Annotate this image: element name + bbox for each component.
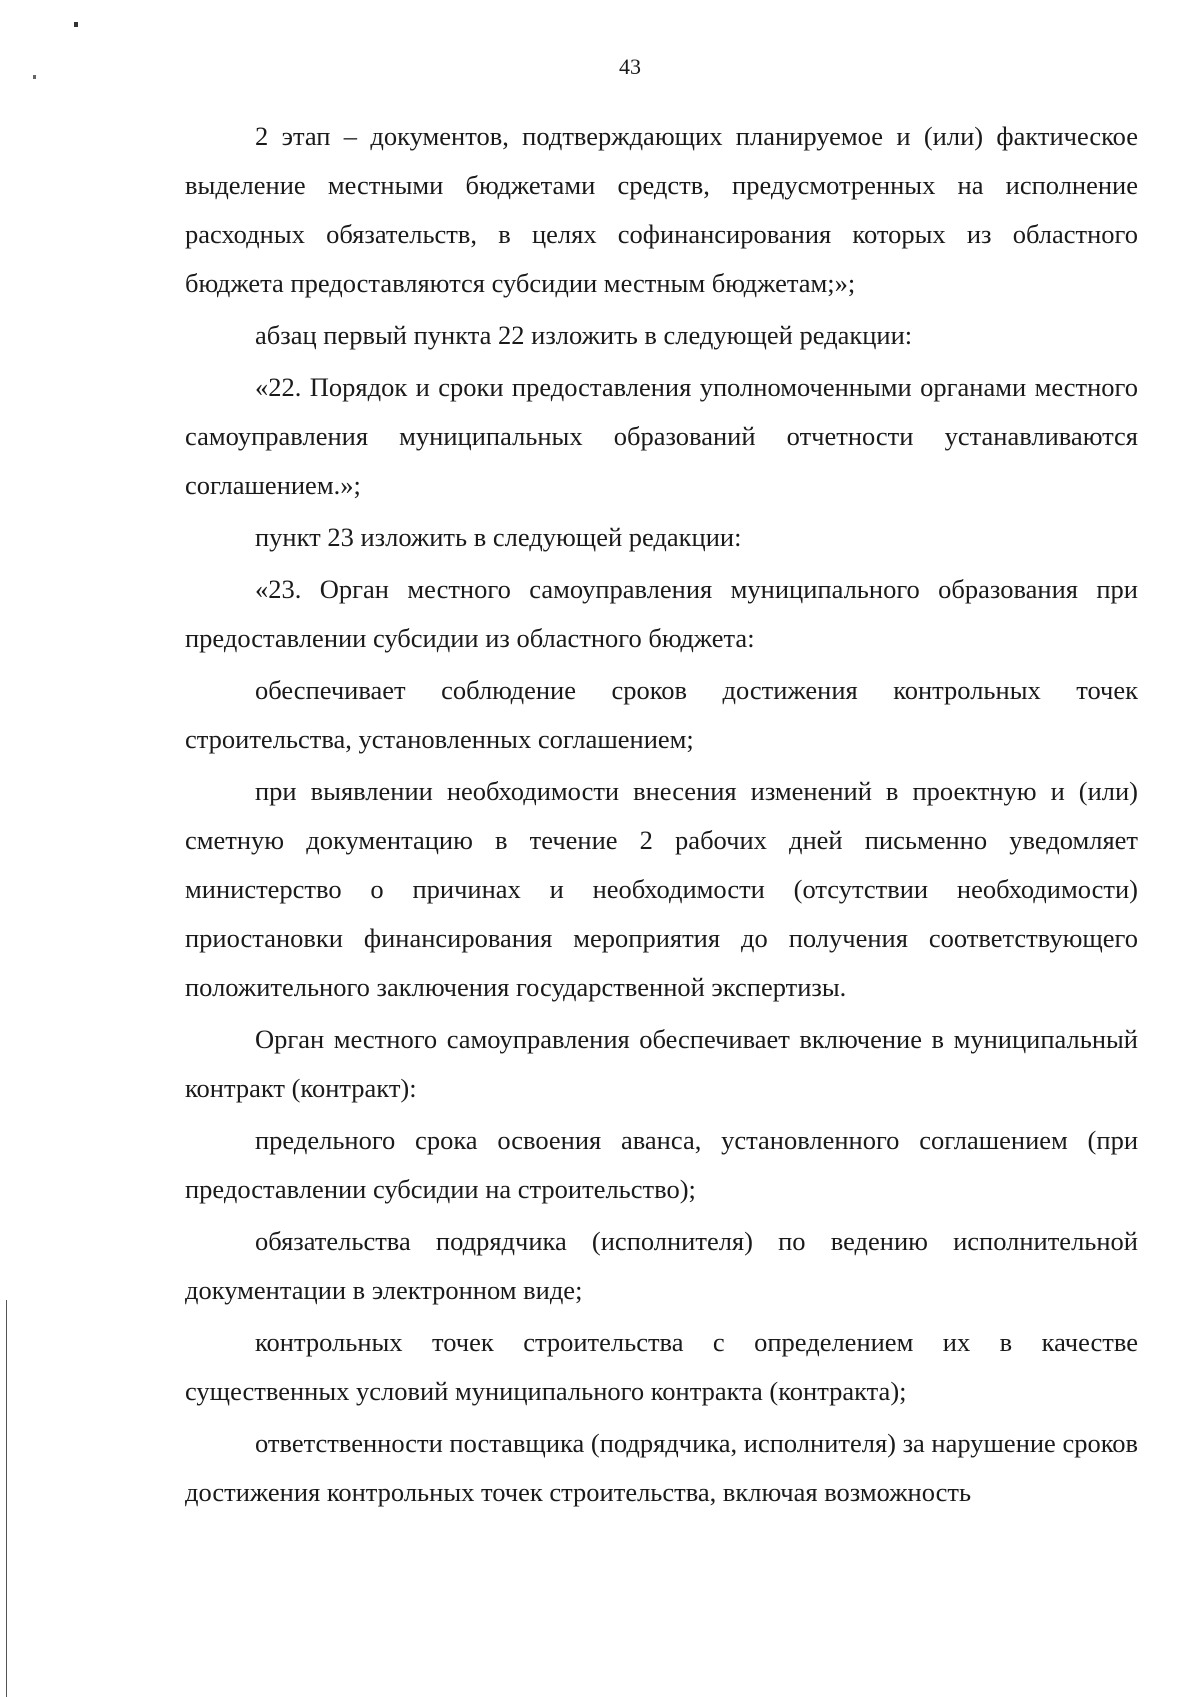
scan-speck-top [74,22,78,27]
page-number: 43 [619,54,641,79]
paragraph-12: ответственности поставщика (подрядчика, исполнителя) за нарушение сроков достижения контрольных точек строительства, включая возможность [185,1428,1139,1507]
paragraph-8: Орган местного самоуправления обеспечивает включение в муниципальный контракт (контракт): [185,1024,1138,1103]
paragraph-7: при выявлении необходимости внесения изменений в проектную и (или) сметную документацию в течение 2 рабочих дней письменно уведомляет министерство о причинах и необходимости (отсутствии необходимости) приостановки финансирования мероприятия до получения соответствующего положительного заключения государственной экспертизы. [185,776,1138,1002]
paragraph-9: предельного срока освоения аванса, установленного соглашением (при предоставлении субсидии на строительство); [185,1125,1138,1204]
paragraph-6: обеспечивает соблюдение сроков достижения контрольных точек строительства, установленных соглашением; [185,675,1138,754]
paragraph-3: «22. Порядок и сроки предоставления уполномоченными органами местного самоуправления муниципальных образований отчетности устанавливаются соглашением.»; [185,372,1138,500]
paragraph-5: «23. Орган местного самоуправления муниципального образования при предоставлении субсидии из областного бюджета: [185,574,1138,653]
paragraph-4: пункт 23 изложить в следующей редакции: [255,522,742,552]
paragraph-1: 2 этап – документов, подтверждающих планируемое и (или) фактическое выделение местными бюджетами средств, предусмотренных на исполнение расходных обязательств, в целях софинансирования которых из областного бюджета предоставляются субсидии местным бюджетам;»; [185,121,1138,298]
document-body [185,112,1138,1517]
paragraph-10: обязательства подрядчика (исполнителя) по ведению исполнительной документации в электронном виде; [185,1226,1138,1305]
paragraph-11: контрольных точек строительства с определением их в качестве существенных условий муниципального контракта (контракта); [185,1327,1138,1406]
scan-edge-line [6,1300,7,1697]
paragraph-2: абзац первый пункта 22 изложить в следующей редакции: [255,320,913,350]
